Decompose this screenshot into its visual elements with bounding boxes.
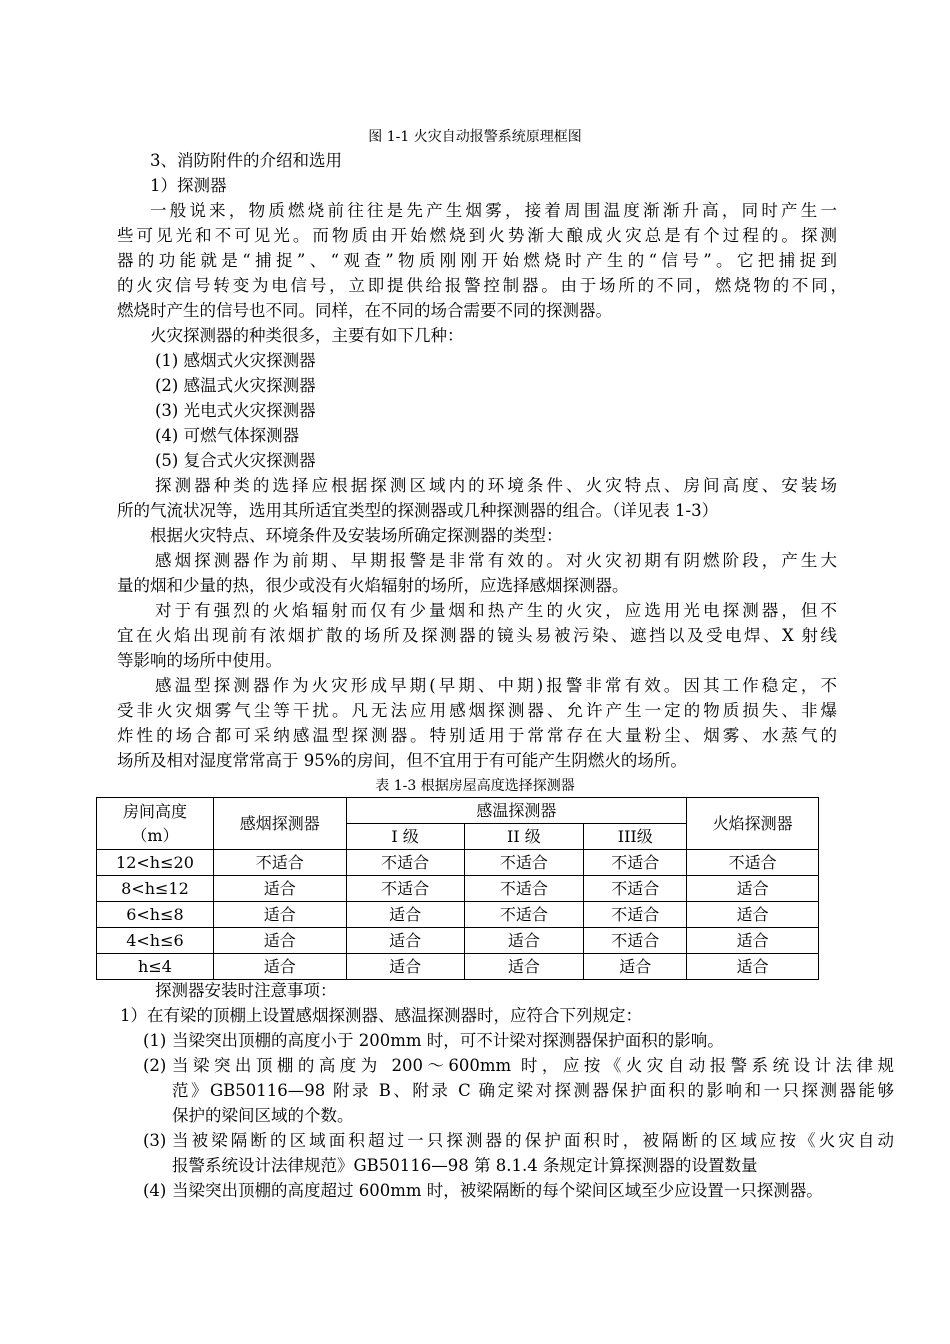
table-cell: 12<h≤20 xyxy=(97,850,214,876)
table-cell: 适合 xyxy=(213,928,346,954)
install-item-line: 范》GB50116—98 附录 B、附录 C 确定梁对探测器保护面积的影响和一只探测器能够 xyxy=(172,1081,894,1100)
paragraph-line: 燃烧时产生的信号也不同。同样，在不同的场合需要不同的探测器。 xyxy=(117,301,612,320)
room-height-unit: （m） xyxy=(131,825,179,845)
paragraph-line: 量的烟和少量的热，很少或没有火焰辐射的场所，应选择感烟探测器。 xyxy=(117,576,629,595)
table-cell: 适合 xyxy=(687,928,819,954)
table-cell: 适合 xyxy=(213,876,346,902)
paragraph-line: 探测器种类的选择应根据探测区域内的环境条件、火灾特点、房间高度、安装场 xyxy=(155,476,837,495)
table-row xyxy=(97,876,819,902)
detector-type-item: (3) 光电式火灾探测器 xyxy=(155,401,316,420)
table-cell: 不适合 xyxy=(464,876,584,902)
install-item-line: 保护的梁间区域的个数。 xyxy=(172,1106,354,1125)
paragraph-line: 感温型探测器作为火灾形成早期(早期、中期)报警非常有效。因其工作稳定，不 xyxy=(155,676,837,695)
detector-type-item: (2) 感温式火灾探测器 xyxy=(155,376,316,395)
table-header-row xyxy=(97,798,819,824)
paragraph-line: 场所及相对湿度常常高于 95%的房间，但不宜用于有可能产生阴燃火的场所。 xyxy=(117,751,687,770)
table-cell: 不适合 xyxy=(464,850,584,876)
table-cell: 不适合 xyxy=(346,876,464,902)
paragraph-line: 宜在火焰出现前有浓烟扩散的场所及探测器的镜头易被污染、遮挡以及受电焊、X 射线 xyxy=(117,626,837,645)
install-item-line: 当梁突出顶棚的高度小于 200mm 时，可不计梁对探测器保护面积的影响。 xyxy=(172,1031,724,1050)
install-item-line: 当被梁隔断的区域面积超过一只探测器的保护面积时，被隔断的区域应按《火灾自动 xyxy=(172,1131,894,1150)
table-cell: 适合 xyxy=(346,902,464,928)
table-cell: 适合 xyxy=(687,902,819,928)
install-rule: 1）在有梁的顶棚上设置感烟探测器、感温探测器时，应符合下列规定： xyxy=(120,1006,642,1025)
room-height-label: 房间高度 xyxy=(122,801,187,821)
paragraph-line: 等影响的场所中使用。 xyxy=(117,651,282,670)
install-item-number: (3) xyxy=(143,1131,167,1150)
detector-type-item: (5) 复合式火灾探测器 xyxy=(155,451,316,470)
table-caption: 表 1-3 根据房屋高度选择探测器 xyxy=(375,778,575,794)
install-notes-title: 探测器安装时注意事项： xyxy=(155,981,337,1000)
install-item-number: (4) xyxy=(143,1181,167,1200)
paragraph-line: 炸性的场合都可采纳感温型探测器。特别适用于常常存在大量粉尘、烟雾、水蒸气的 xyxy=(117,726,837,745)
install-item-number: (2) xyxy=(143,1056,167,1075)
table-cell: 适合 xyxy=(687,954,819,980)
paragraph-line: 受非火灾烟雾气尘等干扰。凡无法应用感烟探测器、允许产生一定的物质损失、非爆 xyxy=(117,701,837,720)
table-row xyxy=(97,954,819,980)
paragraph-line: 一般说来，物质燃烧前往往是先产生烟雾，接着周围温度渐渐升高，同时产生一 xyxy=(150,201,837,220)
paragraph-line: 的火灾信号转变为电信号，立即提供给报警控制器。由于场所的不同，燃烧物的不同， xyxy=(117,276,847,295)
detector-selection-table xyxy=(96,797,819,980)
paragraph-line: 所的气流状况等，选用其所适宜类型的探测器或几种探测器的组合。（详见表 1-3） xyxy=(117,501,719,520)
install-item-line: 报警系统设计法律规范》GB50116—98 第 8.1.4 条规定计算探测器的设置数量 xyxy=(172,1156,758,1175)
table-cell: 不适合 xyxy=(584,928,687,954)
smoke-detector-header: 感烟探测器 xyxy=(213,798,346,850)
table-cell: 适合 xyxy=(346,954,464,980)
table-cell: 4<h≤6 xyxy=(97,928,214,954)
install-item-number: (1) xyxy=(143,1031,167,1050)
table-cell: 适合 xyxy=(346,928,464,954)
heat-level-2-header: II 级 xyxy=(464,824,584,850)
install-item-line: 当梁突出顶棚的高度为 200～600mm 时，应按《火灾自动报警系统设计法律规 xyxy=(172,1056,894,1075)
section-heading: 3、消防附件的介绍和选用 xyxy=(150,151,342,170)
paragraph-line: 对于有强烈的火焰辐射而仅有少量烟和热产生的火灾，应选用光电探测器，但不 xyxy=(155,601,837,620)
table-cell: 不适合 xyxy=(584,876,687,902)
table-cell: 8<h≤12 xyxy=(97,876,214,902)
table-row xyxy=(97,902,819,928)
figure-caption: 图 1-1 火灾自动报警系统原理框图 xyxy=(368,129,582,145)
table-row xyxy=(97,850,819,876)
table-cell: 适合 xyxy=(687,876,819,902)
table-cell: 6<h≤8 xyxy=(97,902,214,928)
table-cell: 不适合 xyxy=(464,902,584,928)
table-cell: 适合 xyxy=(584,954,687,980)
heat-detector-header: 感温探测器 xyxy=(346,798,686,824)
heat-level-1-header: I 级 xyxy=(346,824,464,850)
paragraph-line: 感烟探测器作为前期、早期报警是非常有效的。对火灾初期有阴燃阶段，产生大 xyxy=(155,551,837,570)
table-cell: 适合 xyxy=(213,954,346,980)
subsection-heading: 1）探测器 xyxy=(150,176,227,195)
detector-type-item: (4) 可燃气体探测器 xyxy=(155,426,300,445)
table-cell: 不适合 xyxy=(584,850,687,876)
table-cell: 适合 xyxy=(464,954,584,980)
install-item-line: 当梁突出顶棚的高度超过 600mm 时，被梁隔断的每个梁间区域至少应设置一只探测器。 xyxy=(172,1181,823,1200)
types-intro: 火灾探测器的种类很多，主要有如下几种： xyxy=(150,326,464,345)
heat-level-3-header: III级 xyxy=(584,824,687,850)
table-cell: 适合 xyxy=(213,902,346,928)
table-cell: 不适合 xyxy=(346,850,464,876)
table-cell: 不适合 xyxy=(584,902,687,928)
paragraph-line: 些可见光和不可见光。而物质由开始燃烧到火势渐大酿成火灾总是有个过程的。探测 xyxy=(117,226,837,245)
room-height-header xyxy=(97,798,214,850)
table-row xyxy=(97,928,819,954)
detector-type-item: (1) 感烟式火灾探测器 xyxy=(155,351,316,370)
flame-detector-header: 火焰探测器 xyxy=(687,798,819,850)
paragraph-line: 器的功能就是“捕捉”、“观查”物质刚刚开始燃烧时产生的“信号”。它把捕捉到 xyxy=(117,251,837,270)
table-cell: 不适合 xyxy=(687,850,819,876)
table-cell: 不适合 xyxy=(213,850,346,876)
paragraph-line: 根据火灾特点、环境条件及安装场所确定探测器的类型： xyxy=(150,526,563,545)
table-cell: 适合 xyxy=(464,928,584,954)
table-cell: h≤4 xyxy=(97,954,214,980)
